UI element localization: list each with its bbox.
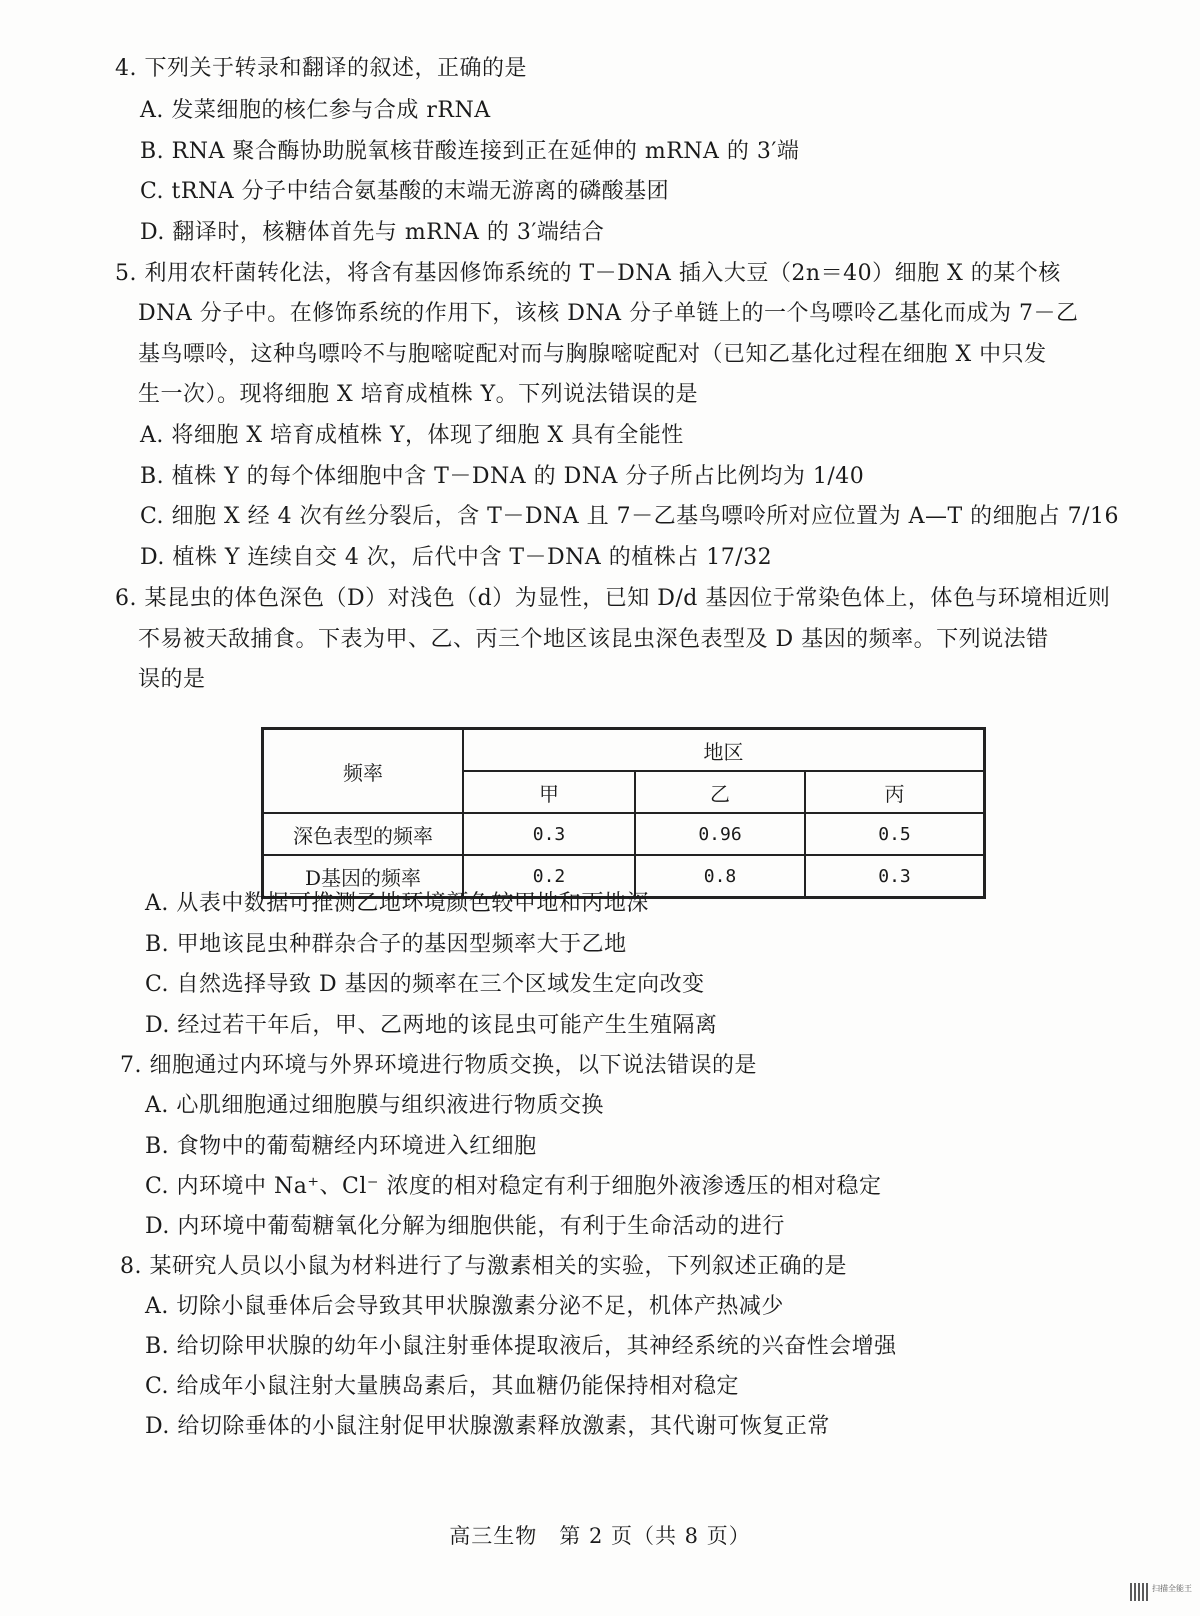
table-row-label: D基因的频率 xyxy=(263,855,464,898)
question-6-option-b: B. 甲地该昆虫种群杂合子的基因型频率大于乙地 xyxy=(145,932,627,957)
question-7-option-b: B. 食物中的葡萄糖经内环境进入红细胞 xyxy=(145,1134,537,1159)
question-5-option-a: A. 将细胞 X 培育成植株 Y，体现了细胞 X 具有全能性 xyxy=(140,423,684,448)
question-6-stem-line-1: 6. 某昆虫的体色深色（D）对浅色（d）为显性，已知 D/d 基因位于常染色体上，体色与环境相近则 xyxy=(115,586,1111,611)
question-7-option-c: C. 内环境中 Na⁺、Cl⁻ 浓度的相对稳定有利于细胞外液渗透压的相对稳定 xyxy=(145,1174,882,1199)
question-5-option-d: D. 植株 Y 连续自交 4 次，后代中含 T－DNA 的植株占 17/32 xyxy=(140,545,773,570)
question-8-option-b: B. 给切除甲状腺的幼年小鼠注射垂体提取液后，其神经系统的兴奋性会增强 xyxy=(145,1334,897,1359)
question-5-option-b: B. 植株 Y 的每个体细胞中含 T－DNA 的 DNA 分子所占比例均为 1/40 xyxy=(140,464,865,489)
table-row xyxy=(263,813,985,855)
question-8-stem: 8. 某研究人员以小鼠为材料进行了与激素相关的实验，下列叙述正确的是 xyxy=(120,1254,847,1279)
question-7-stem: 7. 细胞通过内环境与外界环境进行物质交换，以下说法错误的是 xyxy=(120,1053,757,1078)
question-4-option-d: D. 翻译时，核糖体首先与 mRNA 的 3′端结合 xyxy=(140,220,605,245)
frequency-table xyxy=(261,727,986,899)
question-4-stem: 4. 下列关于转录和翻译的叙述，正确的是 xyxy=(115,56,527,81)
question-6-stem-line-2: 不易被天敌捕食。下表为甲、乙、丙三个地区该昆虫深色表型及 D 基因的频率。下列说法错 xyxy=(138,627,1049,652)
page-footer: 高三生物 第 2 页（共 8 页） xyxy=(449,1524,751,1548)
question-6-stem-line-3: 误的是 xyxy=(138,667,206,692)
question-4-option-a: A. 发菜细胞的核仁参与合成 rRNA xyxy=(140,98,491,123)
table-cell: 0.3 xyxy=(463,813,635,855)
scanner-watermark: 扫描全能王 xyxy=(1152,1584,1192,1593)
question-4-option-b: B. RNA 聚合酶协助脱氧核苷酸连接到正在延伸的 mRNA 的 3′端 xyxy=(140,139,800,164)
question-7-option-d: D. 内环境中葡萄糖氧化分解为细胞供能，有利于生命活动的进行 xyxy=(145,1214,785,1239)
question-6-option-c: C. 自然选择导致 D 基因的频率在三个区域发生定向改变 xyxy=(145,972,705,997)
table-corner-header: 频率 xyxy=(263,729,464,814)
table-cell: 0.3 xyxy=(805,855,985,898)
question-5-option-c: C. 细胞 X 经 4 次有丝分裂后，含 T－DNA 且 7－乙基鸟嘌呤所对应位置为 A—T 的细胞占 7/16 xyxy=(140,504,1120,529)
table-cell: 0.5 xyxy=(805,813,985,855)
table-cell: 0.2 xyxy=(463,855,635,898)
qr-code-icon xyxy=(1130,1583,1148,1601)
question-6-option-d: D. 经过若干年后，甲、乙两地的该昆虫可能产生生殖隔离 xyxy=(145,1013,718,1038)
question-7-option-a: A. 心肌细胞通过细胞膜与组织液进行物质交换 xyxy=(145,1093,604,1118)
table-column-header: 乙 xyxy=(635,771,805,813)
question-4-option-c: C. tRNA 分子中结合氨基酸的末端无游离的磷酸基团 xyxy=(140,179,670,204)
question-5-stem-line-1: 5. 利用农杆菌转化法，将含有基因修饰系统的 T－DNA 插入大豆（2n＝40）细胞 X 的某个核 xyxy=(115,261,1061,286)
question-6-option-a: A. 从表中数据可推测乙地环境颜色较甲地和丙地深 xyxy=(145,891,649,916)
question-8-option-d: D. 给切除垂体的小鼠注射促甲状腺激素释放激素，其代谢可恢复正常 xyxy=(145,1414,830,1439)
question-5-stem-line-4: 生一次）。现将细胞 X 培育成植株 Y。下列说法错误的是 xyxy=(138,382,699,407)
table-column-header: 丙 xyxy=(805,771,985,813)
question-5-stem-line-2: DNA 分子中。在修饰系统的作用下，该核 DNA 分子单链上的一个鸟嘌呤乙基化而成为 7－乙 xyxy=(138,301,1079,326)
table-group-header: 地区 xyxy=(463,729,985,772)
question-5-stem-line-3: 基鸟嘌呤，这种鸟嘌呤不与胞嘧啶配对而与胸腺嘧啶配对（已知乙基化过程在细胞 X 中只发 xyxy=(138,342,1047,367)
table-cell: 0.8 xyxy=(635,855,805,898)
table-cell: 0.96 xyxy=(635,813,805,855)
question-8-option-a: A. 切除小鼠垂体后会导致其甲状腺激素分泌不足，机体产热减少 xyxy=(145,1294,784,1319)
table-column-header: 甲 xyxy=(463,771,635,813)
question-8-option-c: C. 给成年小鼠注射大量胰岛素后，其血糖仍能保持相对稳定 xyxy=(145,1374,740,1399)
table-row-label: 深色表型的频率 xyxy=(263,813,464,855)
